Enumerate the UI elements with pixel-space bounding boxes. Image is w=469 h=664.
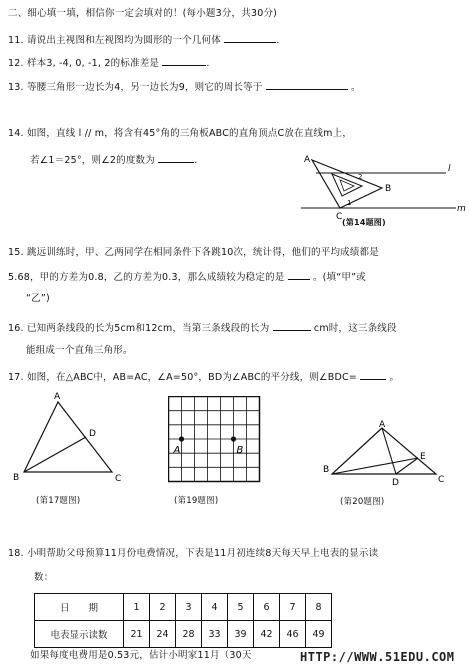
- watermark: HTTP://WWW.51EDU.COM: [300, 650, 455, 664]
- section-title: 二、细心填一填，相信你一定会填对的！(每小题3分，共30分): [8, 8, 278, 19]
- fig20-label-a: A: [379, 420, 386, 430]
- fig17-label-d: D: [89, 429, 96, 439]
- electricity-table: [34, 593, 332, 648]
- q13-text: 等腰三角形一边长为4，另一边长为9，则它的周长等于: [26, 82, 263, 93]
- question-14-line1: 14. 如图，直线 l // m，将含有45°角的三角板ABC的直角顶点C放在直线m上，: [8, 128, 353, 139]
- fig17-caption: (第17题图): [36, 496, 81, 506]
- q13-answer-blank[interactable]: [266, 80, 348, 90]
- question-16-line2: 能组成一个直角三角形。: [26, 345, 133, 356]
- fig20-label-c: C: [438, 475, 445, 485]
- figure-14: [296, 150, 466, 230]
- fig20-label-b: B: [323, 465, 330, 475]
- q11-text: 请说出主视图和左视图均为圆形的一个几何体: [26, 35, 221, 46]
- q16-answer-blank[interactable]: [273, 321, 311, 331]
- fig17-label-b: B: [13, 473, 20, 483]
- question-14-line2: 若∠1＝25°，则∠2的度数为 .: [30, 155, 198, 166]
- fig14-angle-1: 1: [347, 199, 352, 207]
- question-18-continuation: 如果每度电费用是0.53元，估计小明家11月（30天: [30, 650, 252, 661]
- table-cell-reading: 28: [176, 621, 202, 648]
- q17-number: 17.: [8, 372, 24, 383]
- question-15-line2: 5.68，甲的方差为0.8，乙的方差为0.3，那么成绩较为稳定的是 。(填“甲”或: [8, 272, 366, 283]
- q18-number: 18.: [8, 548, 24, 559]
- fig14-label-b: B: [385, 184, 392, 194]
- table-row-label: 电表显示读数: [35, 621, 124, 648]
- fig17-label-c: C: [115, 474, 122, 484]
- fig19-label-b: B: [236, 445, 244, 456]
- fig14-label-l: l: [448, 164, 451, 174]
- q15-number: 15.: [8, 247, 24, 258]
- table-cell-reading: 49: [306, 621, 332, 648]
- figure-20: [320, 420, 460, 514]
- figure-17: [8, 392, 138, 512]
- fig14-angle-2: 2: [358, 173, 363, 181]
- table-cell-day: 3: [176, 594, 202, 621]
- table-cell-day: 8: [306, 594, 332, 621]
- q11-number: 11.: [8, 35, 24, 46]
- q13-number: 13.: [8, 82, 24, 93]
- question-15-line3: “乙”): [26, 293, 50, 304]
- table-cell-day: 4: [202, 594, 228, 621]
- q12-answer-blank[interactable]: [162, 56, 206, 66]
- fig19-point-b: [231, 436, 236, 441]
- table-cell-day: 5: [228, 594, 254, 621]
- table-header-date: 日 期: [35, 594, 124, 621]
- question-13: 13. 等腰三角形一边长为4，另一边长为9，则它的周长等于 。: [8, 82, 361, 93]
- fig14-label-c: C: [336, 212, 343, 222]
- table-cell-day: 1: [124, 594, 150, 621]
- fig19-caption: (第19题图): [174, 496, 219, 506]
- question-18-line2: 数：: [34, 572, 54, 583]
- q16-number: 16.: [8, 323, 24, 334]
- figure-19: [168, 396, 278, 514]
- q14-answer-blank[interactable]: [158, 153, 194, 163]
- q12-text: 样本3, -4, 0, -1, 2的标准差是: [26, 58, 160, 69]
- fig14-caption: (第14题图): [342, 218, 386, 227]
- table-cell-reading: 39: [228, 621, 254, 648]
- table-cell-day: 2: [150, 594, 176, 621]
- table-cell-reading: 21: [124, 621, 150, 648]
- table-cell-reading: 33: [202, 621, 228, 648]
- question-17: 17. 如图，在△ABC中，AB=AC，∠A=50°，BD为∠ABC的平分线，则∠BDC= 。: [8, 372, 400, 383]
- q14-number: 14.: [8, 128, 24, 139]
- table-row: [35, 594, 332, 621]
- fig20-caption: (第20题图): [340, 497, 385, 507]
- fig19-point-a: [179, 436, 184, 441]
- fig19-label-a: A: [173, 445, 181, 456]
- table-cell-day: 6: [254, 594, 280, 621]
- fig20-label-e: E: [420, 452, 426, 462]
- fig14-label-m: m: [457, 204, 466, 214]
- q15-answer-blank[interactable]: [288, 270, 310, 280]
- q17-answer-blank[interactable]: [360, 370, 386, 380]
- question-12: 12. 样本3, -4, 0, -1, 2的标准差是 .: [8, 58, 210, 69]
- fig20-label-d: D: [392, 478, 399, 488]
- table-cell-reading: 46: [280, 621, 306, 648]
- table-cell-reading: 24: [150, 621, 176, 648]
- question-16-line1: 16. 已知两条线段的长为5cm和12cm，当第三条线段的长为 cm时，这三条线段: [8, 323, 397, 334]
- fig14-label-a: A: [304, 155, 311, 165]
- question-18-line1: 18. 小明帮助父母预算11月份电费情况，下表是11月初连续8天每天早上电表的显示读: [8, 548, 379, 559]
- question-11: 11. 请说出主视图和左视图均为圆形的一个几何体 .: [8, 35, 280, 46]
- table-cell-reading: 42: [254, 621, 280, 648]
- fig17-label-a: A: [54, 392, 61, 402]
- question-15-line1: 15. 跳远训练时，甲、乙两同学在相同条件下各跳10次，统计得，他们的平均成绩都是: [8, 247, 379, 258]
- q11-answer-blank[interactable]: [224, 33, 276, 43]
- table-row: [35, 621, 332, 648]
- table-cell-day: 7: [280, 594, 306, 621]
- q12-number: 12.: [8, 58, 24, 69]
